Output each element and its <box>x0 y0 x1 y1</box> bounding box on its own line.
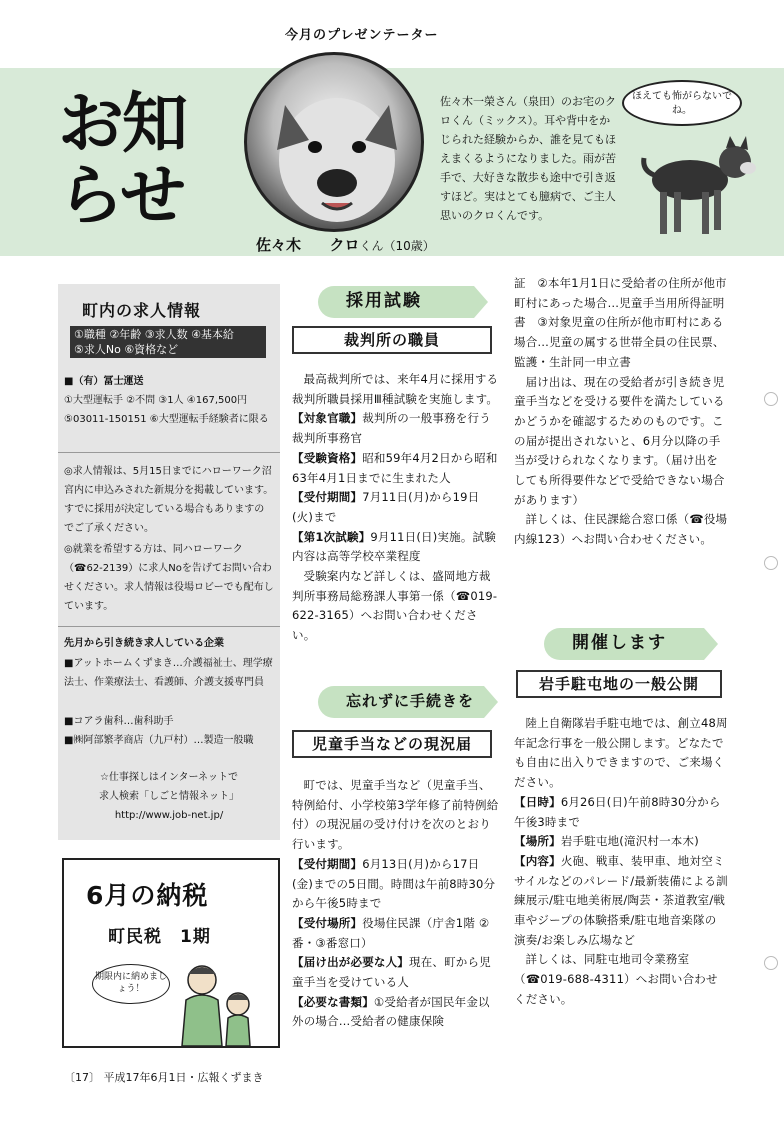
allowance-body-continued <box>514 274 728 550</box>
allowance-subhead: 児童手当などの現況届 <box>292 730 492 758</box>
allowance-period: 6月13日(月)から17日(金)までの5日間。時間は午前8時30分から午後5時まで <box>292 856 496 911</box>
exam-qual-label: 【受験資格】 <box>292 450 363 465</box>
exam-subhead: 裁判所の職員 <box>292 326 492 354</box>
allowance-who: 現在、町から児童手当を受けている人 <box>292 955 491 990</box>
event-body <box>514 714 728 1010</box>
event-contact: 詳しくは、同駐屯地司令業務室（☎019-688-4311）へお問い合わせください。 <box>514 952 718 1006</box>
tab-allowance: 忘れずに手続きを <box>318 686 484 718</box>
page-footer: 〔17〕 平成17年6月1日・広報くずまき <box>64 1071 264 1084</box>
divider <box>58 452 280 453</box>
binder-hole <box>764 956 778 970</box>
presenter-label: 今月のプレゼンテーター <box>285 28 439 43</box>
allowance-contact: 詳しくは、住民課総合窓口係（☎役場内線123）へお問い合わせください。 <box>514 512 728 547</box>
exam-target-label: 【対象官職】 <box>292 411 363 426</box>
job-company-detail: ①大型運転手 ②不問 ③1人 ④167,500円 ⑤03011-150151 ⑥大型運転手経験者に限る <box>64 395 269 425</box>
allowance-intro: 町では、児童手当など（児童手当、特例給付、小学校第3学年修了前特例給付）の現況届の受け付けを次のとおり行います。 <box>292 778 499 852</box>
event-content-label: 【内容】 <box>514 853 561 868</box>
tab-event: 開催します <box>544 628 704 660</box>
dog-given-name: クロ <box>329 236 360 254</box>
internet-line-2: 求人検索「しごと情報ネット」 <box>99 791 239 802</box>
jobs-legend <box>70 326 266 358</box>
exam-body <box>292 370 500 646</box>
allowance-body <box>292 776 500 1032</box>
continuing-item: ■アットホームくずまき…介護福祉士、理学療法士、作業療法士、看護師、介護支援専門員 <box>64 658 273 688</box>
allowance-note: 届け出は、現在の受給者が引き続き児童手当などを受ける要件を満たしているかどうかを確認するためのものです。この届が提出されないと、6月分以降の手当が受けられなくなります。（届け出をしても所得要件などで受給できない場合があります） <box>514 374 725 507</box>
title-line-1: お知 <box>58 85 186 162</box>
dog-portrait-photo <box>244 52 424 232</box>
exam-qual: 昭和59年4月2日から昭和63年4月1日までに生まれた人 <box>292 450 498 485</box>
tax-subtitle: 町民税 1期 <box>108 927 211 947</box>
speech-bubble: ほえても怖がらないでね。 <box>622 80 742 126</box>
allowance-docs-part: ①受給者が国民年金以外の場合…受給者の健康保険 <box>292 994 490 1029</box>
allowance-docs-label: 【必要な書類】 <box>292 994 374 1009</box>
exam-first: 9月11日(日)実施。試験内容は高等学校卒業程度 <box>292 529 496 564</box>
allowance-period-label: 【受付期間】 <box>292 856 363 871</box>
allowance-who-label: 【届け出が必要な人】 <box>292 955 409 970</box>
internet-url[interactable]: http://www.job-net.jp/ <box>114 810 224 821</box>
dog-suffix: くん <box>359 239 384 253</box>
dog-owner: 佐々木 <box>256 236 302 254</box>
binder-hole <box>764 556 778 570</box>
header-divider <box>0 256 784 264</box>
parent-child-icon <box>168 960 264 1046</box>
event-subhead: 岩手駐屯地の一般公開 <box>516 670 722 698</box>
dog-name <box>256 234 435 255</box>
event-intro: 陸上自衛隊岩手駐屯地では、創立48周年記念行事を一般公開します。どなたでも自由に出入りできますので、ご来場ください。 <box>514 716 728 790</box>
binder-hole <box>764 392 778 406</box>
continuing-item: ■㈱阿部繁孝商店（九戸村）…製造一般職 <box>64 735 254 746</box>
event-date: 6月26日(日)午前8時30分から午後3時まで <box>514 794 721 829</box>
standing-dog-icon <box>640 130 760 240</box>
allowance-place: 役場住民課（庁舎1階 ②番・③番窓口） <box>292 915 490 950</box>
exam-period-label: 【受付期間】 <box>292 490 363 505</box>
allowance-place-label: 【受付場所】 <box>292 915 363 930</box>
jobs-legend-line: ⑤求人No ⑥資格など <box>74 343 179 356</box>
tax-speech-bubble: 期限内に納めましょう！ <box>92 964 170 1004</box>
exam-period: 7月11日(月)から19日(火)まで <box>292 490 480 524</box>
job-company: ■（有）冨士運送 <box>64 376 144 387</box>
exam-target: 裁判所の一般事務を行う裁判所事務官 <box>292 411 491 446</box>
event-date-label: 【日時】 <box>514 794 561 809</box>
dog-face-icon <box>247 55 424 232</box>
event-place-label: 【場所】 <box>514 834 561 849</box>
page-title <box>58 85 248 248</box>
title-line-2: らせ <box>58 157 185 234</box>
jobs-title: 町内の求人情報 <box>82 301 202 320</box>
allowance-docs-continued: 証 ②本年1月1日に受給者の住所が他市町村にあった場合…児童手当用所得証明書 ③対象児童の住所が他市町村にある場合…児童の属する世帯全員の住民票、監護・生計同一申立書 <box>514 276 727 369</box>
dog-age: （10歳） <box>383 239 435 253</box>
exam-contact: 受験案内など詳しくは、盛岡地方裁判所事務局総務課人事第一係（☎019-622-3165）へお問い合わせください。 <box>292 569 498 643</box>
event-content: 火砲、戦車、装甲車、地対空ミサイルなどのパレード/最新装備による訓練展示/駐屯地美術展/陶芸・茶道教室/戦車やジープの体験搭乗/駐屯地音楽隊の演奏/お楽しみ広場など <box>514 853 728 947</box>
tab-exam: 採用試験 <box>318 286 474 318</box>
exam-intro: 最高裁判所では、来年4月に採用する裁判所職員採用Ⅲ種試験を実施します。 <box>292 372 499 406</box>
internet-line-1: ☆仕事探しはインターネットで <box>99 772 239 783</box>
tax-title: 6月の納税 <box>86 881 209 910</box>
event-place: 岩手駐屯地(滝沢村一本木) <box>560 834 699 849</box>
divider <box>58 626 280 627</box>
jobs-note-1: ◎求人情報は、5月15日までにハローワーク沼宮内に申込みされた新規分を掲載しています。すでに採用が決定している場合もありますのでご了承ください。 <box>64 466 274 534</box>
jobs-note-2: ◎就業を希望する方は、同ハローワーク（☎62-2139）に求人Noを告げてお問い合わせください。求人情報は役場ロビーでも配布しています。 <box>64 544 274 612</box>
dog-description: 佐々木一榮さん（泉田）のお宅のクロくん（ミックス）。耳や背中をかじられた経験からか、誰を見てもほえまくるようになりました。雨が苦手で、大好きな散歩も途中で引き返すほど。実はとても臆病で、ご主人思いのクロくんです。 <box>440 95 616 222</box>
continuing-item: ■コアラ歯科…歯科助手 <box>64 716 174 727</box>
jobs-legend-line: ①職種 ②年齢 ③求人数 ④基本給 <box>74 328 234 341</box>
continuing-title: 先月から引き続き求人している企業 <box>64 638 224 649</box>
exam-first-label: 【第1次試験】 <box>292 529 371 544</box>
